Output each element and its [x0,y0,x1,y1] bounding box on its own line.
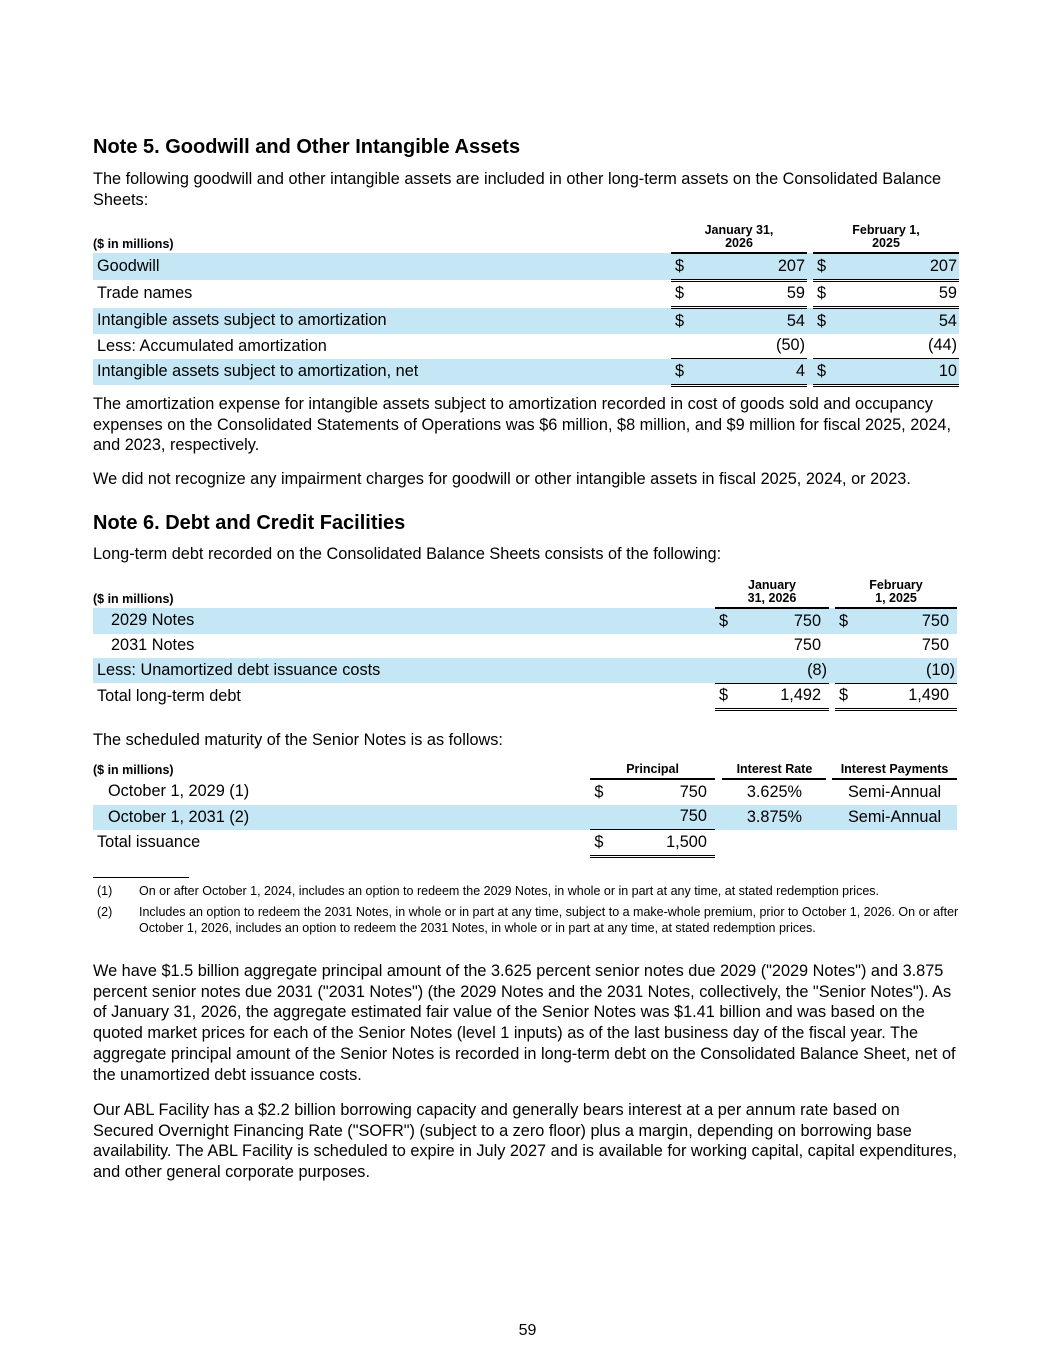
note5-heading: Note 5. Goodwill and Other Intangible Assets [93,136,521,158]
amortization-paragraph: The amortization expense for intangible assets subject to amortization recorded in cost of goods sold and occupancy expenses on the Consolidated Statements of Operations was $6 million, $8 million, and $9 million for fiscal 2025, 2024, and 2023, respectively. [93,395,951,455]
unit-label: ($ in millions) [93,592,174,606]
table-row: October 1, 2031 (2) 750 3.875% Semi-Annual [93,805,957,830]
table-row: 2029 Notes $ 750 $ 750 [93,608,957,634]
col-header-interest-payments: Interest Payments [832,763,957,779]
note6-intro: Long-term debt recorded on the Consolidated Balance Sheets consists of the following: [93,545,722,563]
table-row: October 1, 2029 (1) $ 750 3.625% Semi-Annual [108,782,942,801]
table-row: Less: Unamortized debt issuance costs (8) (10) [93,658,957,683]
impairment-paragraph: We did not recognize any impairment charges for goodwill or other intangible assets in fiscal 2025, 2024, or 2023. [93,470,911,488]
abl-facility-paragraph: Our ABL Facility has a $2.2 billion borrowing capacity and generally bears interest at a per annum rate based on Secured Overnight Financing Rate ("SOFR") (subject to a zero floor) plus a margin, depending on borrowing base availability. The ABL Facility is scheduled to expire in July 2027 and is available for working capital, capital expenditures, and other general corporate purposes. [93,1101,957,1182]
col-header-2025: February 1, 2025 [813,224,959,253]
footnote-1: (1) On or after October 1, 2024, includes an option to redeem the 2029 Notes, in whole or in part at any time, at stated redemption prices. [97,884,880,898]
senior-notes-maturity-table [93,763,957,858]
footnote-divider [93,877,189,878]
col-header-interest-rate: Interest Rate [722,763,826,779]
long-term-debt-table [93,579,957,711]
table-row: 2031 Notes 750 750 [111,636,949,655]
table-row: Intangible assets subject to amortization $ 54 $ 54 [93,308,959,334]
col-header-2026: January 31, 2026 [671,224,807,253]
note6-heading: Note 6. Debt and Credit Facilities [93,512,406,534]
page-number: 59 [518,1322,537,1339]
maturity-intro: The scheduled maturity of the Senior Notes is as follows: [93,731,503,749]
intangibles-table [93,224,959,387]
table-row: Trade names $ 59 $ 59 [93,280,959,308]
unit-label: ($ in millions) [93,237,174,251]
unit-label: ($ in millions) [93,763,174,777]
note5-intro: The following goodwill and other intangible assets are included in other long-term assets on the Consolidated Balance Sheets: [93,170,942,209]
col-header-2026: January 31, 2026 [715,579,829,608]
footnote-2: (2) Includes an option to redeem the 2031 Notes, in whole or in part at any time, subject to a make-whole premium, prior to October 1, 2026. On or after October 1, 2026, includes an option to redeem the 2031 Notes, in whole or in part at any time, at stated redemption prices. [97,905,959,936]
table-row: Less: Accumulated amortization (50) (44) [93,334,959,359]
senior-notes-paragraph: We have $1.5 billion aggregate principal amount of the 3.625 percent senior notes due 2029 ("2029 Notes") and 3.875 percent senior notes due 2031 ("2031 Notes") (the 2029 Notes and the 2031 Notes, collectively, the "Senior Notes"). As of January 31, 2026, the aggregate estimated fair value of the Senior Notes was $1.41 billion and was based on the quoted market prices for each of the Senior Notes (level 1 inputs) as of the last business day of the fiscal year. The aggregate principal amount of the Senior Notes is recorded in long-term debt on the Consolidated Balance Sheet, net of the unamortized debt issuance costs. [93,962,956,1084]
col-header-2025: February 1, 2025 [835,579,957,608]
table-row: Intangible assets subject to amortization, net $ 4 $ 10 [93,359,959,386]
table-row: Goodwill $ 207 $ 207 [93,253,959,280]
table-row: Total long-term debt $ 1,492 $ 1,490 [93,683,957,710]
table-row: Total issuance $ 1,500 [93,830,957,857]
col-header-principal: Principal [590,763,715,779]
